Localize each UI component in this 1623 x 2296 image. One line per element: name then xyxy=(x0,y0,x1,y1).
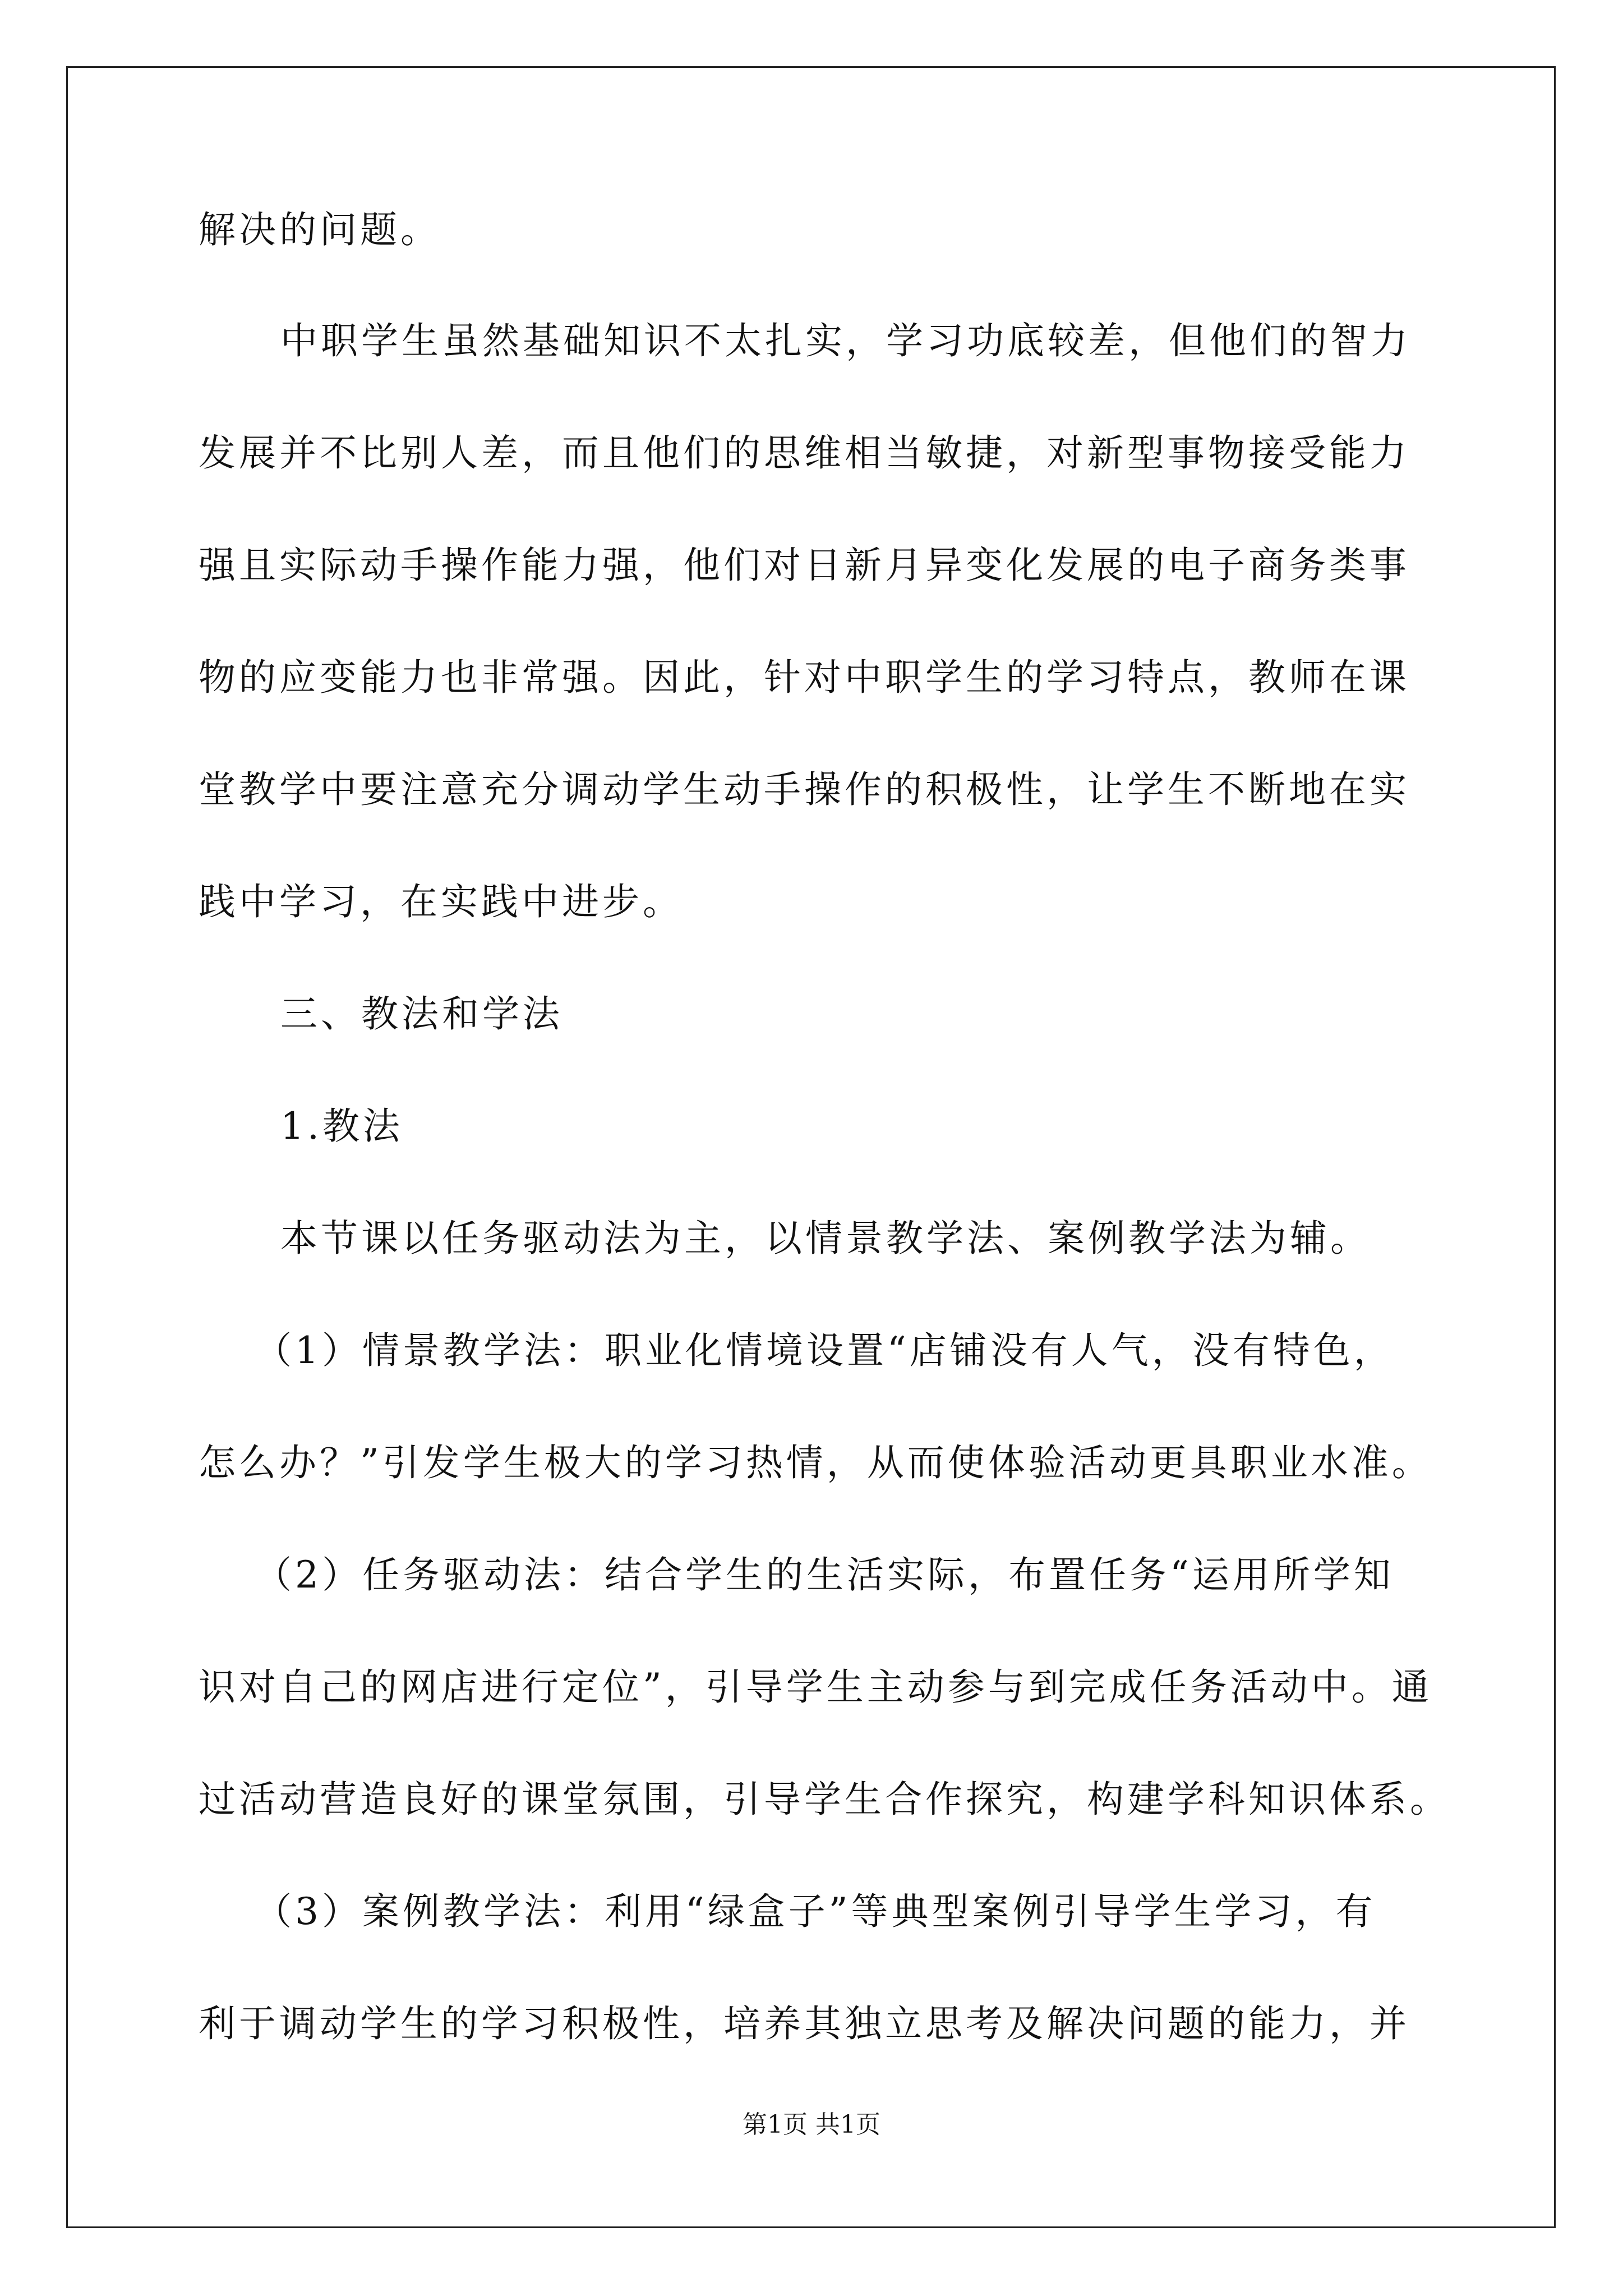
page-footer: 第1页 共1页 xyxy=(743,2110,880,2139)
text-line: 本节课以任务驱动法为主，以情景教学法、案例教学法为辅。 xyxy=(280,1217,1371,1260)
text-line: 解决的问题。 xyxy=(199,208,441,251)
text-line: 堂教学中要注意充分调动学生动手操作的积极性，让学生不断地在实 xyxy=(199,768,1410,811)
text-line: （1）情景教学法：职业化情境设置“店铺没有人气，没有特色， xyxy=(255,1329,1394,1372)
text-line: 强且实际动手操作能力强，他们对日新月异变化发展的电子商务类事 xyxy=(199,544,1410,587)
text-line: 识对自己的网店进行定位”，引导学生主动参与到完成任务活动中。通 xyxy=(199,1665,1432,1709)
text-line: （2）任务驱动法：结合学生的生活实际，布置任务“运用所学知 xyxy=(255,1553,1394,1596)
text-line: 践中学习，在实践中进步。 xyxy=(199,880,683,923)
text-line: 物的应变能力也非常强。因此，针对中职学生的学习特点，教师在课 xyxy=(199,656,1410,699)
section-heading: 三、教法和学法 xyxy=(280,992,563,1036)
text-line: （3）案例教学法：利用“绿盒子”等典型案例引导学生学习，有 xyxy=(255,1890,1376,1933)
subsection-heading: 1.教法 xyxy=(280,1105,403,1148)
text-line: 利于调动学生的学习积极性，培养其独立思考及解决问题的能力，并 xyxy=(199,2002,1410,2045)
text-line: 怎么办？”引发学生极大的学习热情，从而使体验活动更具职业水准。 xyxy=(199,1441,1432,1484)
text-line: 中职学生虽然基础知识不太扎实，学习功底较差，但他们的智力 xyxy=(280,319,1411,362)
text-line: 发展并不比别人差，而且他们的思维相当敏捷，对新型事物接受能力 xyxy=(199,431,1410,475)
text-line: 过活动营造良好的课堂氛围，引导学生合作探究，构建学科知识体系。 xyxy=(199,1778,1450,1821)
